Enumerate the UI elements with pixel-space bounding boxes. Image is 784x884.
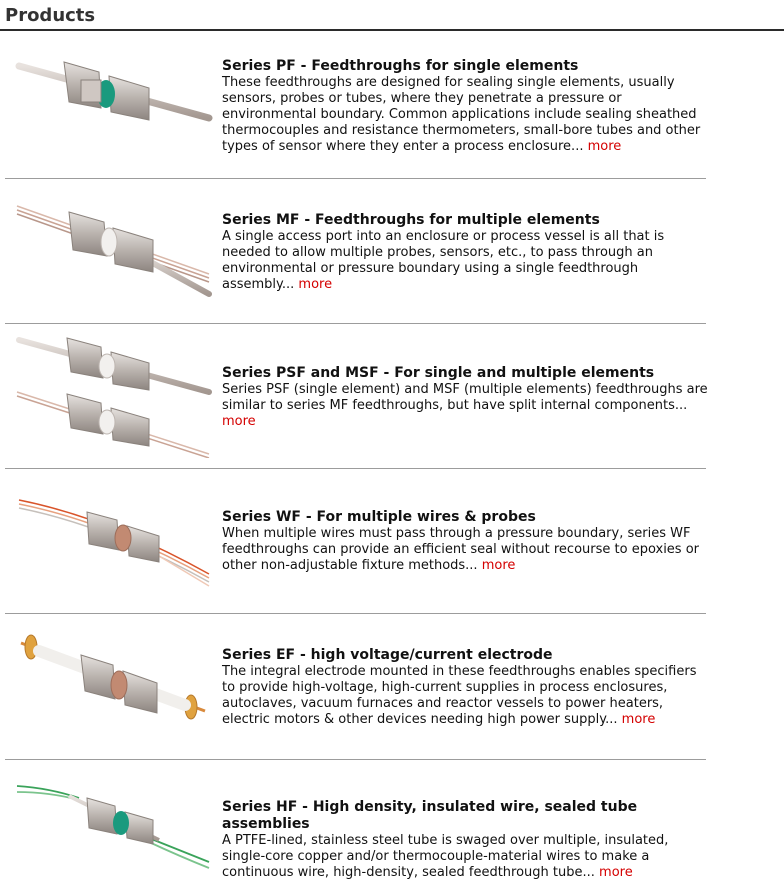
product-description: A single access port into an enclosure or process vessel is all that is needed to allow multiple probes, sensors, etc., to pass through an environmental or pressure boundary using a single feedthrough assembly... more bbox=[222, 229, 665, 292]
feedthrough-wires-image[interactable] bbox=[9, 478, 213, 606]
more-link[interactable]: more bbox=[222, 414, 256, 429]
product-item-pf bbox=[5, 46, 706, 176]
divider bbox=[5, 178, 706, 179]
electrode-image[interactable] bbox=[9, 625, 213, 753]
product-item-hf bbox=[5, 770, 706, 883]
product-title[interactable]: Series WF - For multiple wires & probes bbox=[222, 509, 536, 525]
more-link[interactable]: more bbox=[298, 277, 333, 292]
more-link[interactable]: more bbox=[587, 139, 622, 154]
more-link[interactable]: more bbox=[599, 865, 633, 880]
product-title[interactable]: Series PF - Feedthroughs for single elements bbox=[222, 58, 579, 74]
divider bbox=[5, 613, 706, 614]
divider bbox=[5, 323, 706, 324]
feedthrough-multiple-image[interactable] bbox=[9, 190, 213, 318]
product-title[interactable]: Series HF - High density, insulated wire, sealed tube assemblies bbox=[222, 799, 638, 832]
product-description: Series PSF (single element) and MSF (multiple elements) feedthroughs are similar to series MF feedthroughs, but have split internal components... more bbox=[222, 382, 708, 429]
more-link[interactable]: more bbox=[621, 712, 656, 727]
product-title[interactable]: Series PSF and MSF - For single and multiple elements bbox=[222, 365, 655, 381]
divider bbox=[5, 468, 706, 469]
product-title[interactable]: Series MF - Feedthroughs for multiple elements bbox=[222, 212, 600, 228]
feedthrough-split-image[interactable] bbox=[9, 330, 213, 458]
sealed-tube-image[interactable] bbox=[9, 770, 213, 880]
product-item-psf-msf bbox=[5, 330, 706, 462]
section-header bbox=[0, 0, 784, 31]
product-item-ef bbox=[5, 625, 706, 755]
more-link[interactable]: more bbox=[481, 558, 516, 573]
divider bbox=[5, 759, 706, 760]
feedthrough-single-image[interactable] bbox=[9, 46, 213, 174]
product-description: When multiple wires must pass through a pressure boundary, series WF feedthroughs can provide an efficient seal without recourse to epoxies or other non-adjustable fixture methods... more bbox=[222, 526, 700, 573]
product-description: A PTFE-lined, stainless steel tube is swaged over multiple, insulated, single-core copper and/or thermocouple-material wires to make a continuous wire, high-density, sealed feedthrough tube... more bbox=[222, 833, 669, 880]
product-description: These feedthroughs are designed for sealing single elements, usually sensors, probes or tubes, where they penetrate a pressure or environmental boundary. Common applications include sealing sheathed thermocouples and resistance thermometers, small-bore tubes and other types of sensor where they enter a process enclosure... more bbox=[222, 75, 701, 154]
product-item-wf bbox=[5, 478, 706, 608]
page-title: Products bbox=[5, 5, 96, 26]
product-item-mf bbox=[5, 190, 706, 320]
product-title[interactable]: Series EF - high voltage/current electrode bbox=[222, 647, 553, 663]
product-description: The integral electrode mounted in these feedthroughs enables specifiers to provide high-voltage, high-current supplies in process enclosures, autoclaves, vacuum furnaces and reactor vessels to power heaters, electric motors & other devices needing high power supply... more bbox=[222, 664, 697, 727]
